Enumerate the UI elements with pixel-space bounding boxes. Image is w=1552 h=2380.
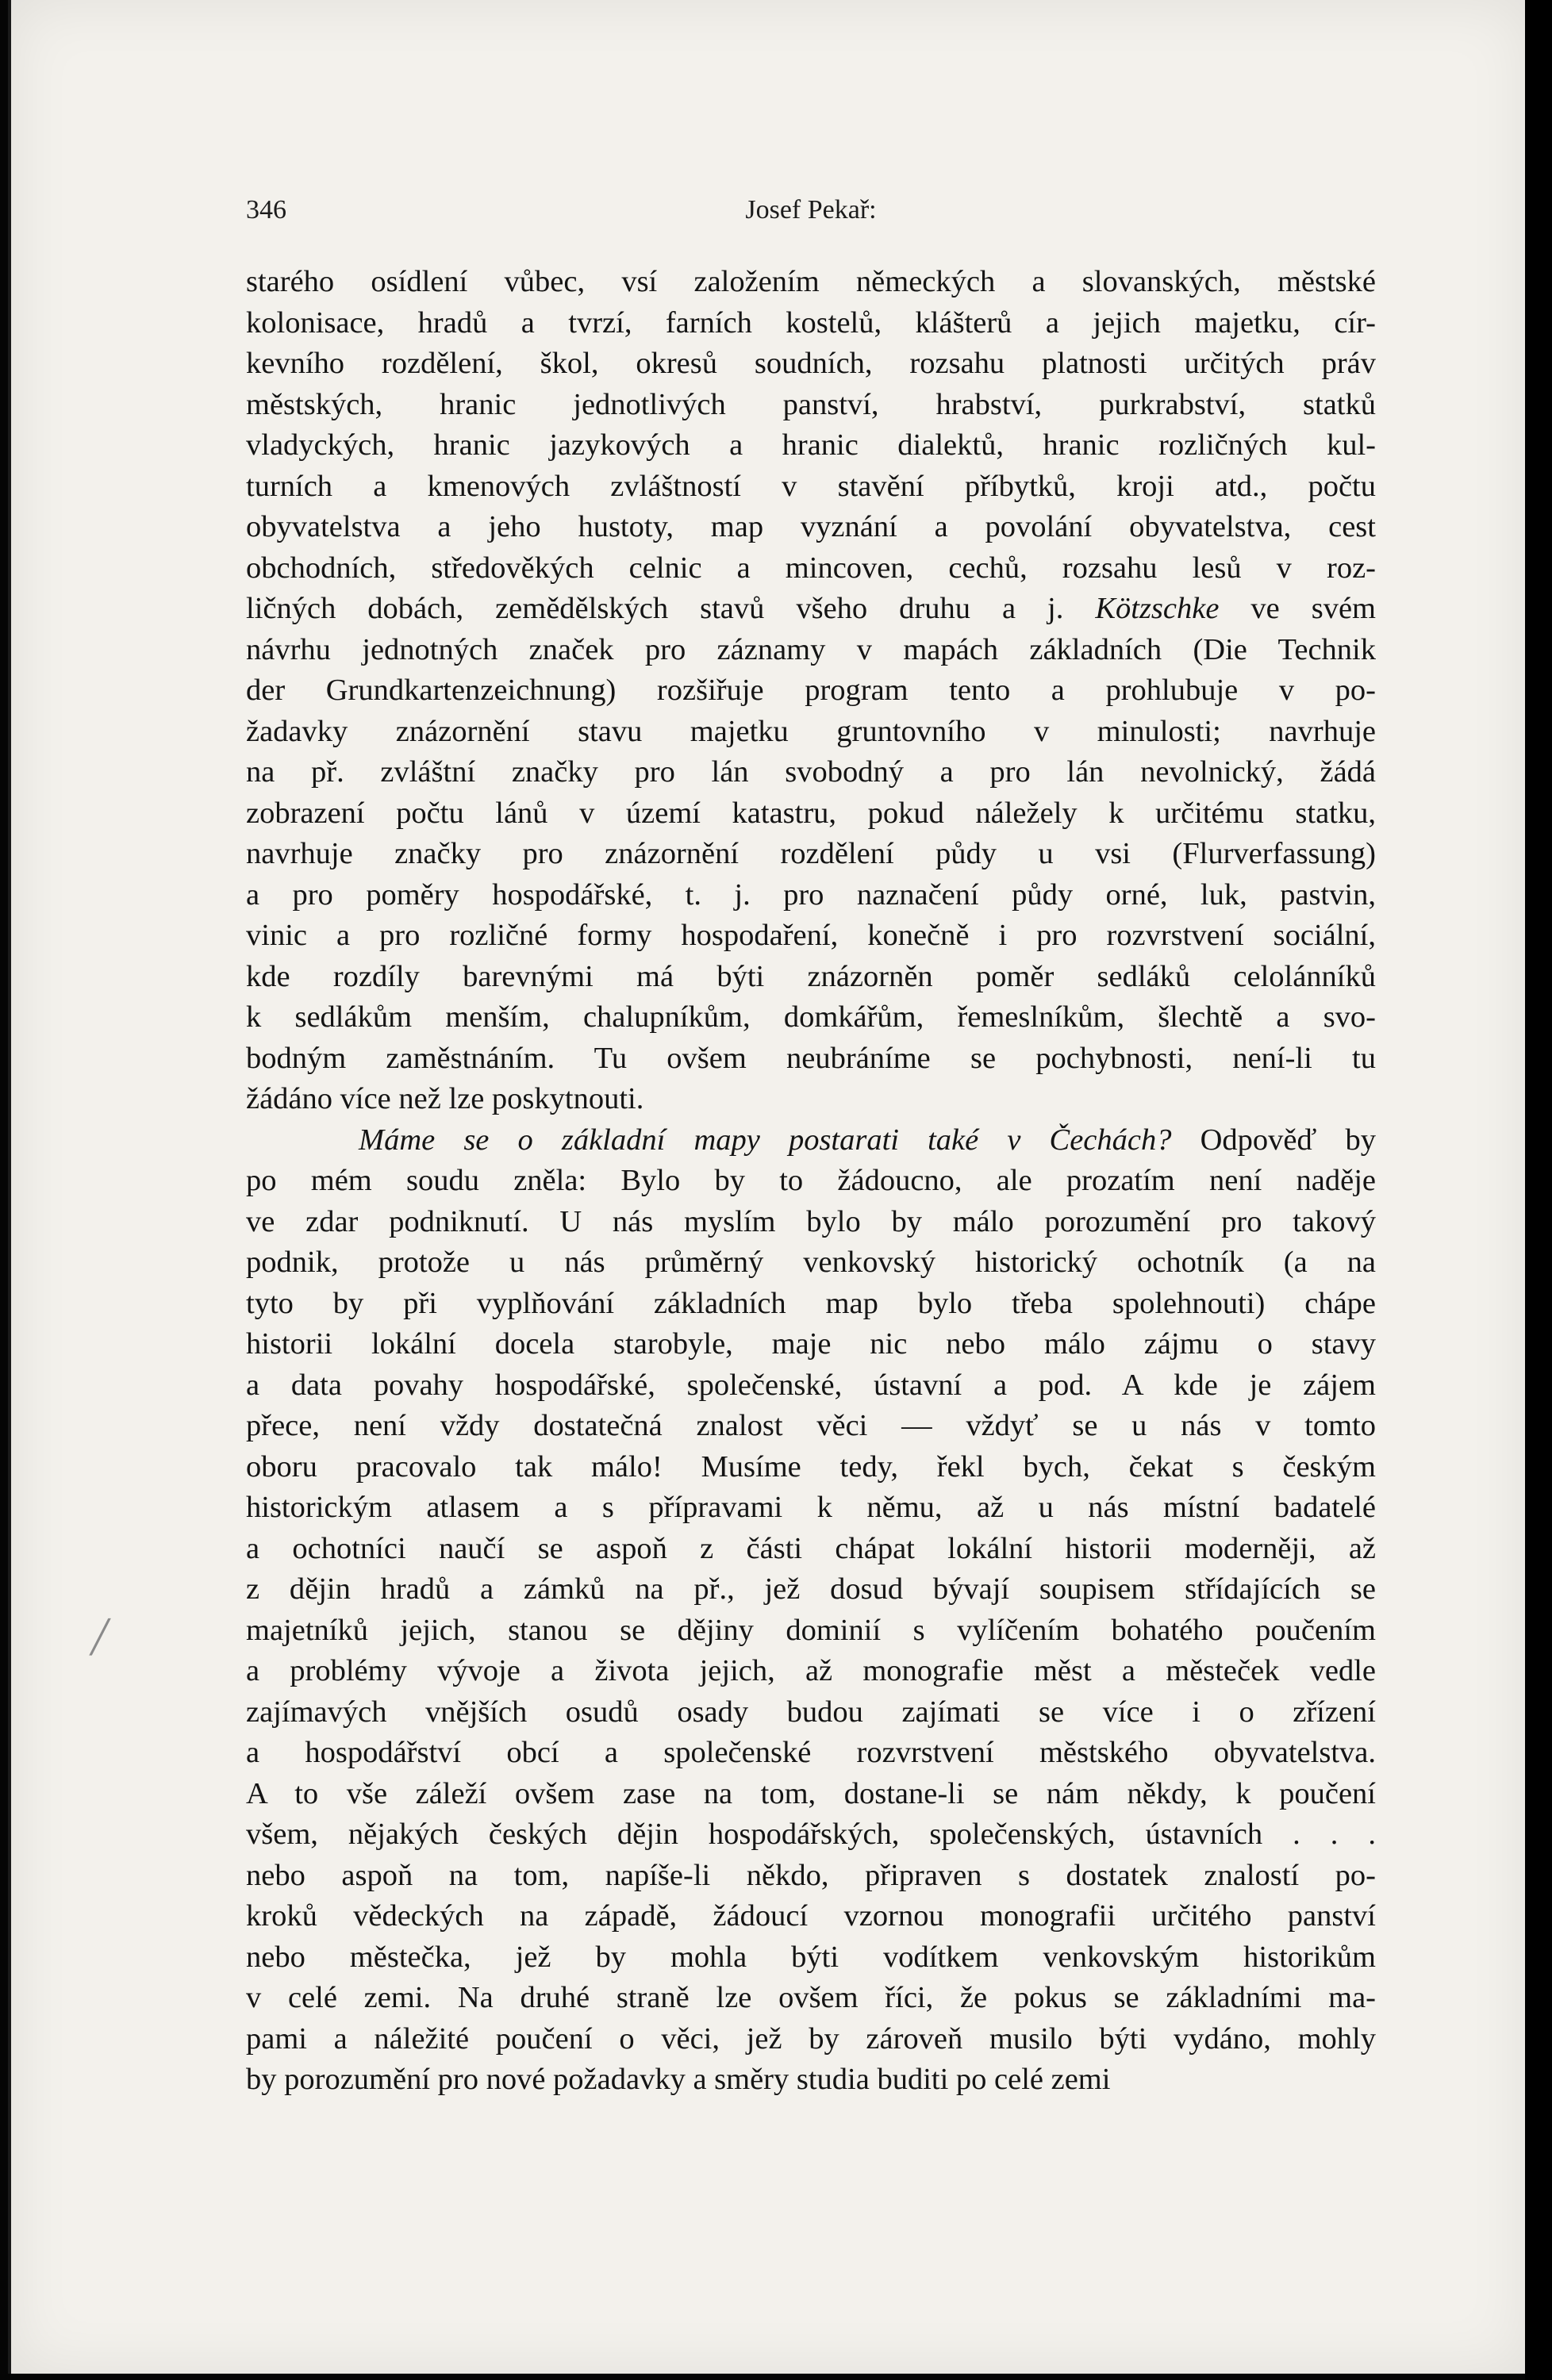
text-segment: podnik, protože u nás průměrný venkovský historický ochotník (a na [246,1246,1376,1279]
text-segment: nebo aspoň na tom, napíše-li někdo, připraven s dostatek znalostí po- [246,1858,1376,1892]
text-segment: žadavky znázornění stavu majetku gruntovního v minulosti; navrhuje [246,714,1376,748]
text-segment: navrhuje značky pro znázornění rozdělení půdy u vsi (Flurverfassung) [246,837,1376,870]
text-line [246,1447,1376,1488]
text-segment: kroků vědeckých na západě, žádoucí vzornou monografii určitého panství [246,1899,1376,1933]
page-header [246,195,1376,243]
text-segment: návrhu jednotných značek pro záznamy v mapách základních (Die Technik [246,632,1376,666]
text-segment: ve zdar podniknutí. U nás myslím bylo by málo porozumění pro takový [246,1204,1376,1238]
text-segment: městských, hranic jednotlivých panství, hrabství, purkrabství, statků [246,387,1376,421]
text-line [246,1896,1376,1937]
text-segment: obyvatelstva a jeho hustoty, map vyznání a povolání obyvatelstva, cest [246,510,1376,543]
text-line [246,1978,1376,2019]
text-line [246,793,1376,835]
text-segment: oboru pracovalo tak málo! Musíme tedy, řekl bych, čekat s českým [246,1449,1376,1484]
text-line [246,957,1376,998]
text-segment: pami a náležité poučení o věci, jež by zároveň musilo býti vydáno, mohly [246,2021,1376,2056]
text-line [246,2059,1376,2101]
text-segment: A to vše záleží ovšem zase na tom, dostane-li se nám někdy, k poučení [246,1776,1376,1810]
text-segment: a problémy vývoje a života jejich, až monografie měst a městeček vedle [246,1654,1376,1687]
text-line [246,834,1376,875]
text-line [246,630,1376,671]
text-line [246,1774,1376,1815]
text-line [246,1284,1376,1325]
text-segment: zobrazení počtu lánů v území katastru, pokud náležely k určitému statku, [246,796,1376,830]
text-line [246,303,1376,344]
text-segment: vinic a pro rozličné formy hospodaření, konečně i pro rozvrstvení sociální, [246,919,1376,952]
text-segment: turních a kmenových zvláštností v stavění příbytků, kroji atd., počtu [246,469,1376,503]
text-segment: a ochotníci naučí se aspoň z části chápat lokální historii moderněji, až [246,1531,1376,1565]
text-line [246,589,1376,630]
text-line [246,1406,1376,1447]
text-line [246,1324,1376,1365]
text-segment: v celé zemi. Na druhé straně lze ovšem říci, že pokus se základními ma- [246,1981,1376,2014]
running-title: Josef Pekař: [745,195,877,225]
text-line [246,1242,1376,1284]
scan-edge [1525,0,1552,2380]
text-line [246,997,1376,1038]
text-line [246,262,1376,303]
text-line [246,1814,1376,1856]
text-line [246,1488,1376,1529]
text-line [246,425,1376,466]
text-segment: majetníků jejich, stanou se dějiny dominií s vylíčením bohatého poučením [246,1613,1376,1647]
italic-segment: Máme se o základní mapy postarati také v Čechách? [359,1123,1172,1157]
text-segment: k sedlákům menším, chalupníkům, domkářům, řemeslníkům, šlechtě a svo- [246,1000,1376,1034]
text-segment: by porozumění pro nové požadavky a směry studia buditi po celé zemi [246,2063,1111,2096]
text-segment: historii lokální docela starobyle, maje nic nebo málo zájmu o stavy [246,1327,1376,1361]
text-line [246,466,1376,508]
text-line [246,1651,1376,1692]
text-line [246,1937,1376,1979]
text-segment: kolonisace, hradů a tvrzí, farních kostelů, klášterů a jejich majetku, cír- [246,305,1376,340]
text-line [246,1529,1376,1570]
text-line [246,712,1376,753]
text-segment: a hospodářství obcí a společenské rozvrstvení městského obyvatelstva. [246,1736,1376,1769]
body-text [246,262,1376,2096]
text-line [246,1610,1376,1652]
text-segment: z dějin hradů a zámků na př., jež dosud bývají soupisem střídajících se [246,1572,1376,1606]
text-segment: a data povahy hospodářské, společenské, ústavní a pod. A kde je zájem [246,1368,1376,1402]
text-line [246,548,1376,589]
text-segment: ve svém [1219,592,1376,625]
text-segment: bodným zaměstnáním. Tu ovšem neubráníme se pochybnosti, není-li tu [246,1041,1376,1075]
text-segment: kevního rozdělení, škol, okresů soudních, rozsahu platnosti určitých práv [246,347,1376,380]
text-line [246,1161,1376,1202]
text-line [246,1569,1376,1610]
text-segment: starého osídlení vůbec, vsí založením německých a slovanských, městské [246,265,1376,298]
text-segment: tyto by při vyplňování základních map bylo třeba spolehnouti) chápe [246,1286,1376,1320]
text-segment: historickým atlasem a s přípravami k němu, až u nás místní badatelé [246,1491,1376,1524]
text-segment: Odpověď by [1171,1123,1376,1157]
text-segment: nebo městečka, jež by mohla býti vodítkem venkovským historikům [246,1940,1376,1974]
text-line [246,875,1376,916]
text-line [246,1365,1376,1407]
text-segment: žádáno více než lze poskytnouti. [246,1082,644,1115]
text-segment: vladyckých, hranic jazykových a hranic dialektů, hranic rozličných kul- [246,428,1376,462]
text-line [246,1079,1376,1120]
text-line [246,670,1376,712]
text-line [246,1038,1376,1080]
margin-mark: ╱ [90,1619,110,1655]
text-line [246,1856,1376,1897]
text-segment: obchodních, středověkých celnic a mincoven, cechů, rozsahu lesů v roz- [246,551,1376,585]
text-line [246,916,1376,957]
text-line [246,2019,1376,2060]
text-segment: kde rozdíly barevnými má býti znázorněn poměr sedláků celolánníků [246,959,1376,993]
book-page [8,0,1528,2374]
italic-segment: Kötzschke [1095,592,1220,625]
text-segment: všem, nějakých českých dějin hospodářských, společenských, ústavních . . . [246,1818,1376,1851]
text-segment: po mém soudu zněla: Bylo by to žádoucno, ale prozatím není naděje [246,1164,1376,1197]
text-segment: ličných dobách, zemědělských stavů všeho druhu a j. [246,592,1096,625]
text-segment: na př. zvláštní značky pro lán svobodný a pro lán nevolnický, žádá [246,755,1376,789]
page-number: 346 [246,195,286,225]
text-line [246,344,1376,385]
text-segment: přece, není vždy dostatečná znalost věci — vždyť se u nás v tomto [246,1409,1376,1442]
text-segment: zajímavých vnějších osudů osady budou zajímati se více i o zřízení [246,1695,1376,1729]
text-line [246,1120,1376,1161]
text-line [246,1692,1376,1733]
text-segment: a pro poměry hospodářské, t. j. pro naznačení půdy orné, luk, pastvin, [246,877,1376,912]
text-segment: der Grundkartenzeichnung) rozšiřuje program tento a prohlubuje v po- [246,674,1376,707]
text-line [246,385,1376,426]
text-line [246,507,1376,548]
text-line [246,1202,1376,1243]
text-line [246,1733,1376,1774]
text-line [246,752,1376,793]
